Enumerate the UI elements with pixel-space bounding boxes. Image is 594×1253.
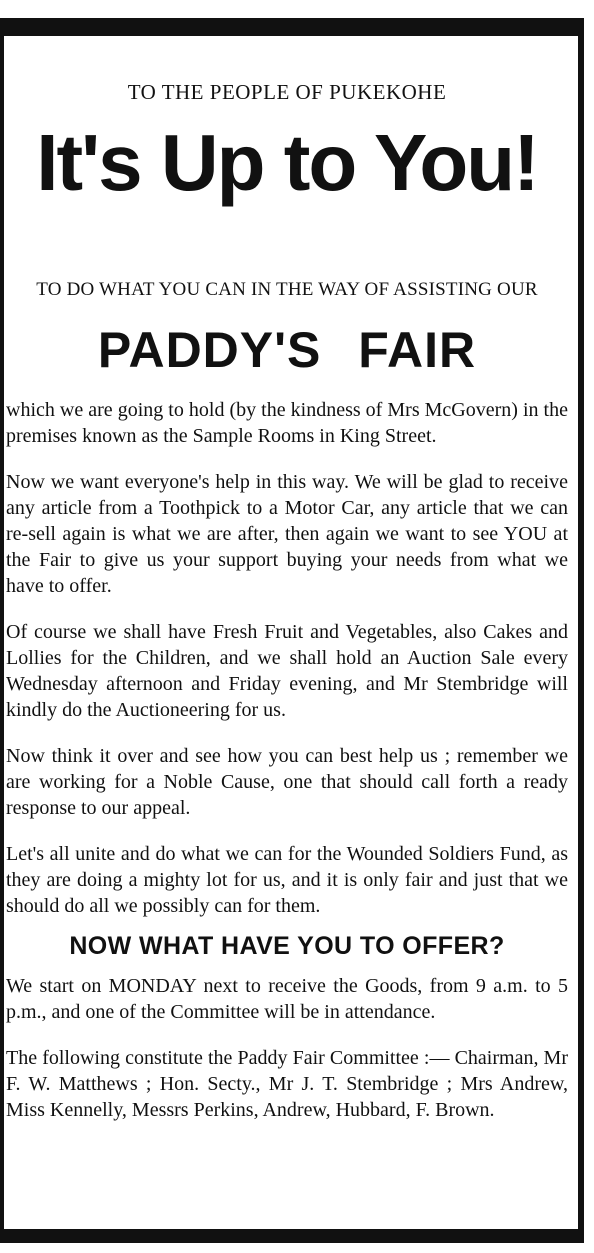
body-paragraph-schedule: We start on MONDAY next to receive the Goods, from 9 a.m. to 5 p.m., and one of the Committee will be in attendance. [6,974,568,1023]
body-paragraph-venue: which we are going to hold (by the kindness of Mrs McGovern) in the premises known as the Sample Rooms in King Street. [6,399,568,447]
body-paragraph-help: Now we want everyone's help in this way. We will be glad to receive any article from a Toothpick to a Motor Car, any article that we can re-sell again is what we are after, then again we want to see YOU at the Fair to give us your support buying your needs from what we have to offer. [6,471,568,597]
right-border-rule [578,18,584,1243]
bottom-border-rule [0,1229,582,1243]
advertisement-frame [0,18,594,1243]
offer-heading: NOW WHAT HAVE YOU TO OFFER? [69,932,505,960]
top-border-rule [0,18,582,36]
body-paragraph-committee: The following constitute the Paddy Fair Committee :— Chairman, Mr F. W. Matthews ; Hon. Secty., Mr J. T. Stembridge ; Mrs Andrew, Miss Kennelly, Messrs Perkins, Andrew, Hubbard, F. Brown. [6,1046,568,1121]
body-paragraph-unite: Let's all unite and do what we can for the Wounded Soldiers Fund, as they are doing a mighty lot for us, and it is only fair and just that we should do all we possibly can for them. [6,843,568,917]
left-border-rule [0,18,4,1243]
fair-title: PADDY'S FAIR [97,322,477,378]
advertisement-content [6,36,568,1123]
main-headline: It's Up to You! [36,118,538,207]
body-paragraph-stalls: Of course we shall have Fresh Fruit and Vegetables, also Cakes and Lollies for the Children, and we shall hold an Auction Sale every Wednesday afternoon and Friday evening, and Mr Stembridge will kindly do the Auctioneering for us. [6,621,568,721]
subheading-line: TO DO WHAT YOU CAN IN THE WAY OF ASSISTING OUR [36,279,538,300]
body-paragraph-cause: Now think it over and see how you can best help us ; remember we are working for a Noble Cause, one that should call forth a ready response to our appeal. [6,745,568,819]
kicker-line: TO THE PEOPLE OF PUKEKOHE [127,80,447,104]
